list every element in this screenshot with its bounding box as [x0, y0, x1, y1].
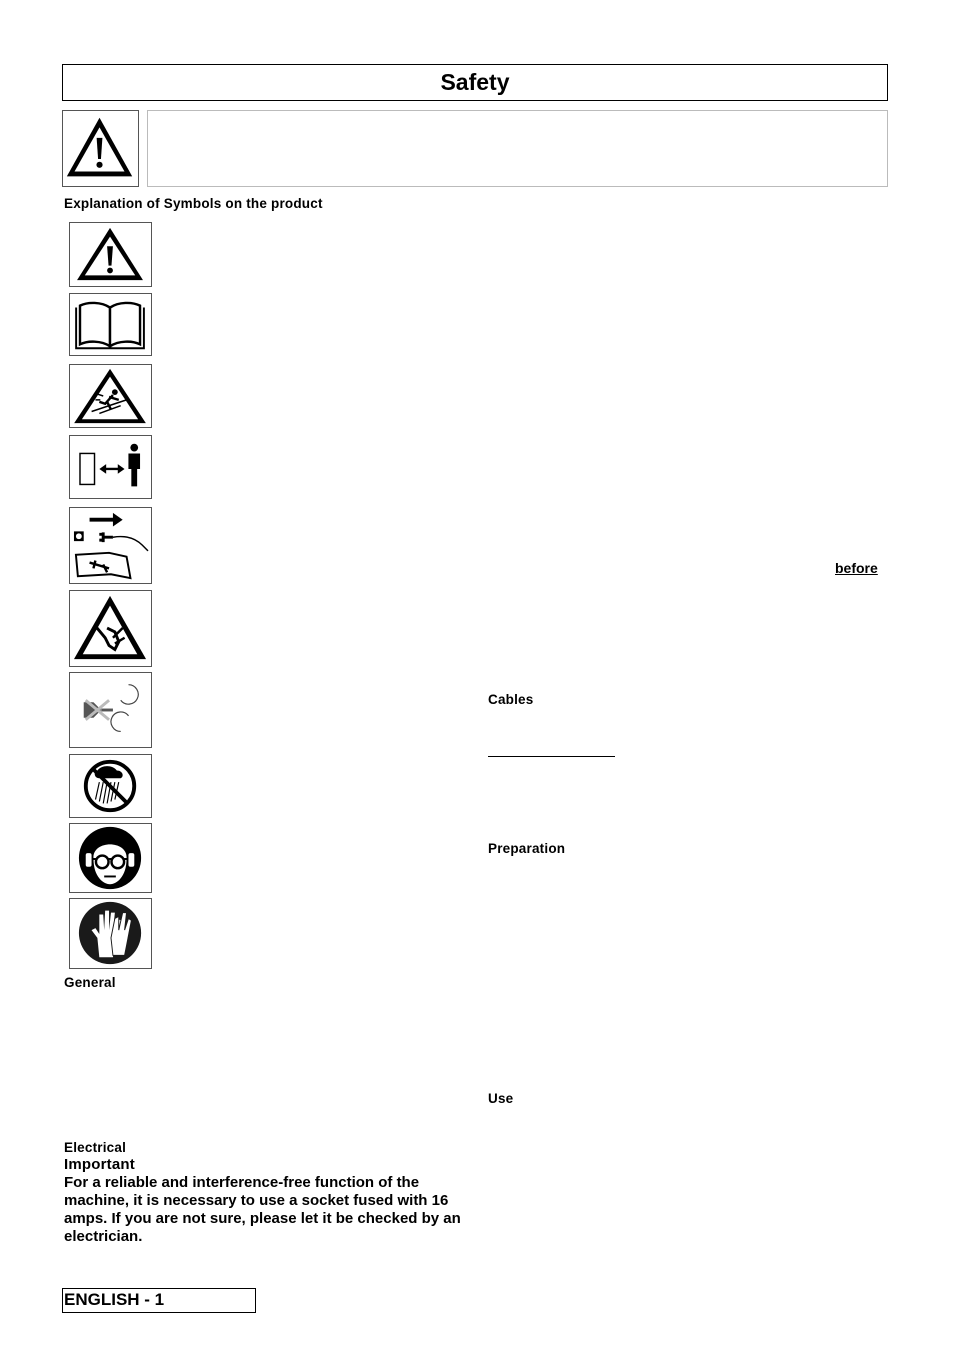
symbol-gloves — [69, 898, 152, 969]
electrical-heading: Electrical — [64, 1140, 127, 1155]
symbol-warning — [69, 222, 152, 287]
wear-eye-ear-protection-icon — [70, 824, 151, 892]
page-title-box — [62, 64, 888, 101]
page-title: Safety — [440, 69, 510, 95]
blades-continue-rotating-icon — [70, 673, 151, 747]
keep-bystanders-away-icon — [70, 436, 151, 498]
warning-banner-text-box — [147, 110, 888, 187]
symbol-unplug — [69, 507, 152, 584]
symbol-no-rain — [69, 754, 152, 818]
warning-triangle-icon — [63, 111, 137, 185]
symbol-keep-distance — [69, 435, 152, 499]
symbol-blade-warning — [69, 590, 152, 667]
symbol-rotation — [69, 672, 152, 748]
symbol-eye-protection — [69, 823, 152, 893]
preparation-heading: Preparation — [488, 841, 566, 856]
no-rain-icon — [70, 755, 151, 817]
important-heading: Important — [64, 1156, 135, 1173]
general-heading: General — [64, 975, 116, 990]
page-footer: ENGLISH - 1 — [62, 1288, 256, 1313]
before-emphasis: before — [835, 560, 878, 576]
wear-gloves-icon — [70, 899, 151, 968]
warning-banner-icon-box — [62, 110, 139, 187]
warning-triangle-icon — [70, 223, 151, 286]
thrown-objects-warning-icon — [70, 365, 151, 427]
important-paragraph: For a reliable and interference-free function of the machine, it is necessary to use a socket fused with 16 amps. If you are not sure, please let it be checked by an electrician. — [64, 1174, 461, 1245]
use-heading: Use — [488, 1091, 514, 1106]
cables-heading: Cables — [488, 692, 534, 707]
read-manual-icon — [70, 294, 151, 355]
symbol-read-manual — [69, 293, 152, 356]
unplug-before-maintenance-icon — [70, 508, 151, 583]
symbols-heading: Explanation of Symbols on the product — [64, 196, 323, 211]
symbol-thrown-objects — [69, 364, 152, 428]
underline-rule — [488, 756, 615, 757]
rotating-blades-warning-icon — [70, 591, 151, 666]
